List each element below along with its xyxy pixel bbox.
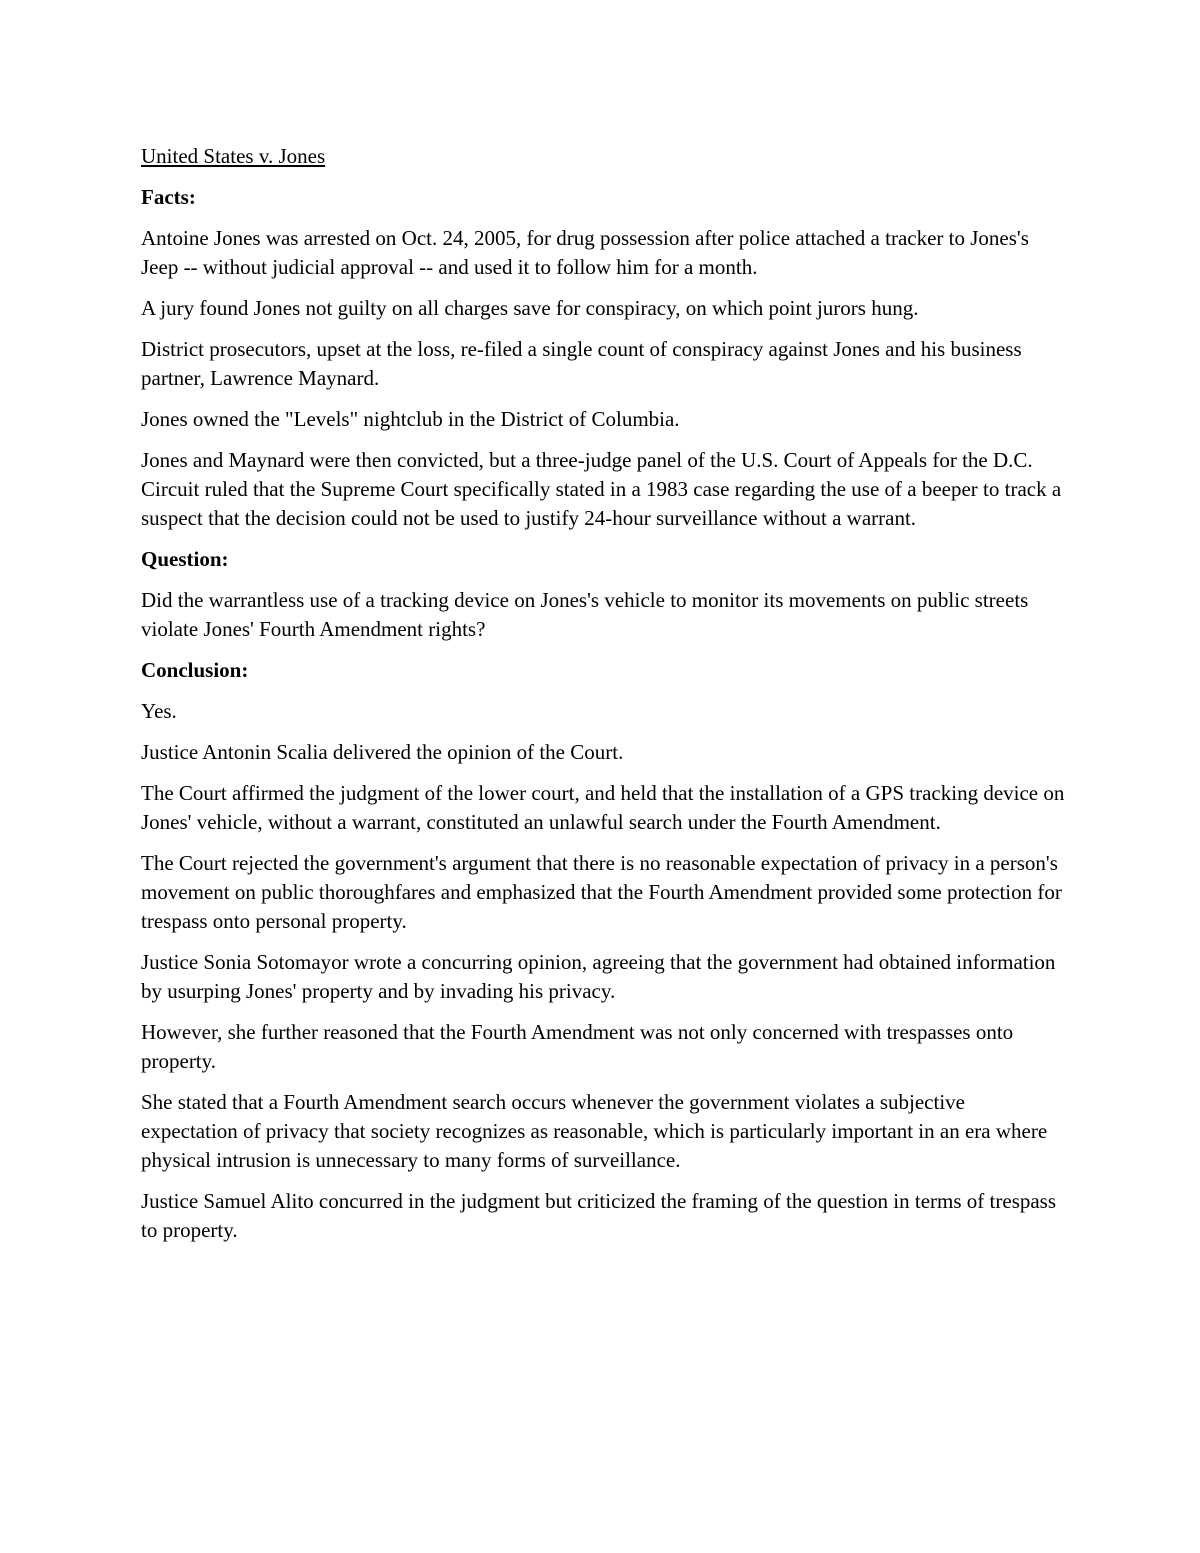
- conclusion-paragraph: The Court affirmed the judgment of the lower court, and held that the installation of a GPS tracking device on Jones' vehicle, without a warrant, constituted an unlawful search under the Fourth Amendment.: [141, 781, 1065, 834]
- document-page: [141, 142, 1066, 1257]
- facts-paragraph: District prosecutors, upset at the loss, re-filed a single count of conspiracy against Jones and his business partner, Lawrence Maynard.: [141, 337, 1022, 390]
- facts-paragraph: Jones and Maynard were then convicted, but a three-judge panel of the U.S. Court of Appeals for the D.C. Circuit ruled that the Supreme Court specifically stated in a 1983 case regarding the use of a beeper to track a suspect that the decision could not be used to justify 24-hour surveillance without a warrant.: [141, 448, 1062, 530]
- facts-paragraph: A jury found Jones not guilty on all charges save for conspiracy, on which point jurors hung.: [141, 296, 919, 320]
- facts-paragraph: Antoine Jones was arrested on Oct. 24, 2005, for drug possession after police attached a tracker to Jones's Jeep -- without judicial approval -- and used it to follow him for a month.: [141, 226, 1029, 279]
- conclusion-paragraph: Justice Sonia Sotomayor wrote a concurring opinion, agreeing that the government had obtained information by usurping Jones' property and by invading his privacy.: [141, 950, 1056, 1003]
- conclusion-paragraph: Yes.: [141, 699, 177, 723]
- document-title: United States v. Jones: [141, 144, 326, 168]
- conclusion-heading: Conclusion:: [141, 658, 249, 682]
- conclusion-paragraph: However, she further reasoned that the Fourth Amendment was not only concerned with trespasses onto property.: [141, 1020, 1014, 1073]
- conclusion-paragraph: Justice Samuel Alito concurred in the judgment but criticized the framing of the question in terms of trespass to property.: [141, 1189, 1057, 1242]
- conclusion-paragraph: She stated that a Fourth Amendment search occurs whenever the government violates a subjective expectation of privacy that society recognizes as reasonable, which is particularly important in an era where physical intrusion is unnecessary to many forms of surveillance.: [141, 1090, 1048, 1172]
- facts-paragraph: Jones owned the "Levels" nightclub in the District of Columbia.: [141, 407, 680, 431]
- question-heading: Question:: [141, 547, 229, 571]
- conclusion-paragraph: The Court rejected the government's argument that there is no reasonable expectation of privacy in a person's movement on public thoroughfares and emphasized that the Fourth Amendment provided some protection for trespass onto personal property.: [141, 851, 1062, 933]
- facts-heading: Facts:: [141, 185, 196, 209]
- conclusion-paragraph: Justice Antonin Scalia delivered the opinion of the Court.: [141, 740, 624, 764]
- question-paragraph: Did the warrantless use of a tracking device on Jones's vehicle to monitor its movements on public streets violate Jones' Fourth Amendment rights?: [141, 588, 1029, 641]
